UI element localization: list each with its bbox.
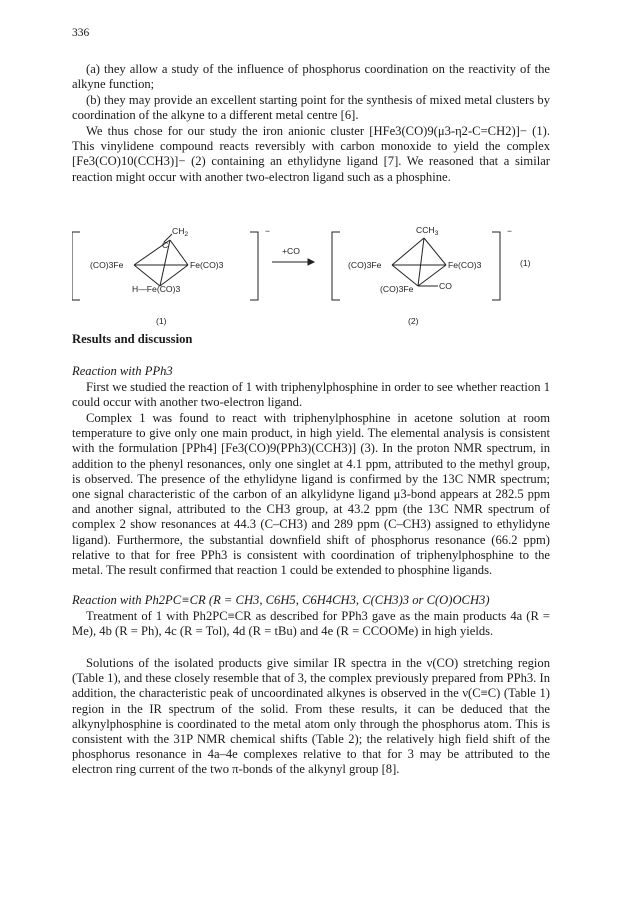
reaction-scheme-drawing — [72, 218, 550, 330]
intro-item-b: (b) they may provide an excellent starting point for the synthesis of mixed metal clusters by coordination of the alkyne to a different metal centre [6]. — [72, 93, 550, 123]
scheme-right-fe-bottom: (CO)3Fe — [380, 284, 414, 294]
scheme-left-charge: − — [265, 226, 271, 236]
scheme-left-fe-left: (CO)3Fe — [90, 260, 124, 270]
pph3-paragraph-1: First we studied the reaction of 1 with triphenylphosphine in order to see whether reaction 1 could occur with another two-electron ligand. — [72, 380, 550, 410]
alkynylphosphine-paragraph-1: Treatment of 1 with Ph2PC≡CR as described for PPh3 gave as the main products 4a (R = Me), 4b (R = Ph), 4c (R = Tol), 4d (R = tBu) and 4e (R = CCOOMe) in high yields. — [72, 609, 550, 639]
section-title: Results and discussion — [72, 332, 193, 346]
scheme-left-fe-bottom: H—Fe(CO)3 — [132, 284, 181, 294]
scheme-cch3-label: $CCH_3$ — [416, 225, 439, 237]
pph3-paragraph-2: Complex 1 was found to react with triphenylphosphine in acetone solution at room temperature to give only one main product, in high yield. The elemental analysis is consistent with the formulation [PPh4] [Fe3(CO)9(PPh3)(CCH3)] (3). In the proton NMR spectrum, in addition to the phenyl resonances, only one singlet at 4.1 ppm, attributed to the methyl group, is observed. The presence of the ethylidyne ligand is confirmed by the 13C NMR spectrum; one signal characteristic of the carbon of an alkylidyne ligand μ3-bond appears at 282.5 ppm and another signal, attributed to the CH3 group, at 43.2 ppm (the 13C NMR spectrum of complex 2 show resonances at 44.3 (C–CH3) and 289 ppm (C–CH3) assigned to ethylidyne ligand). Furthermore, the substantial downfield shift of phosphorus resonance (66.2 ppm) relative to that for free PPh3 is consistent with coordination of triphenylphosphine to the metal. The result confirmed that reaction 1 could be extended to phosphine ligands. — [72, 411, 550, 578]
scheme-right-fe-right: Fe(CO)3 — [448, 260, 482, 270]
scheme-label-compound-1: (1) — [156, 316, 167, 326]
page-number: 336 — [72, 27, 90, 39]
scheme-reagent: +CO — [282, 246, 300, 256]
scheme-right-charge: − — [507, 226, 513, 236]
intro-item-a: (a) they allow a study of the influence of phosphorus coordination on the reactivity of the alkyne function; — [72, 62, 550, 92]
scheme-equation-number: (1) — [520, 258, 531, 268]
subsection-title-pph3: Reaction with PPh3 — [72, 364, 173, 378]
scheme-right-co: CO — [439, 281, 452, 291]
subsection-title-alkynylphosphine: Reaction with Ph2PC≡CR (R = CH3, C6H5, C6H4CH3, C(CH3)3 or C(O)OCH3) — [72, 593, 490, 607]
reaction-scheme — [72, 218, 550, 330]
scheme-ch2-label: $CH_2$ — [172, 226, 189, 238]
alkynylphosphine-paragraph-2: Solutions of the isolated products give similar IR spectra in the ν(CO) stretching region (Table 1), and these closely resemble that of 3, the complex previously prepared from PPh3. In addition, the characteristic peak of uncoordinated alkynes is observed in the ν(C≡C) (Table 1) region in the IR spectrum of the solid. From these results, it can be deduced that the alkynylphosphine is coordinated to the metal atom only through the phosphorus atom. This is consistent with the 31P NMR chemical shifts (Table 2); the relatively high field shift of the phosphorus resonance in 4a–4e complexes relative to that for 3 may be attributed to the electron ring current of the two π-bonds of the alkynyl group [8]. — [72, 656, 550, 777]
scheme-label-compound-2: (2) — [408, 316, 419, 326]
intro-paragraph: We thus chose for our study the iron anionic cluster [HFe3(CO)9(μ3-η2-C=CH2)]− (1). This vinylidene compound reacts reversibly with carbon monoxide to yield the complex [Fe3(CO)10(CCH3)]− (2) containing an ethylidyne ligand [7]. We reasoned that a similar reaction might occur with another two-electron ligand such as a phosphine. — [72, 124, 550, 184]
scheme-left-fe-right: Fe(CO)3 — [190, 260, 224, 270]
scheme-right-fe-left: (CO)3Fe — [348, 260, 382, 270]
scheme-c-label: C — [162, 240, 169, 250]
